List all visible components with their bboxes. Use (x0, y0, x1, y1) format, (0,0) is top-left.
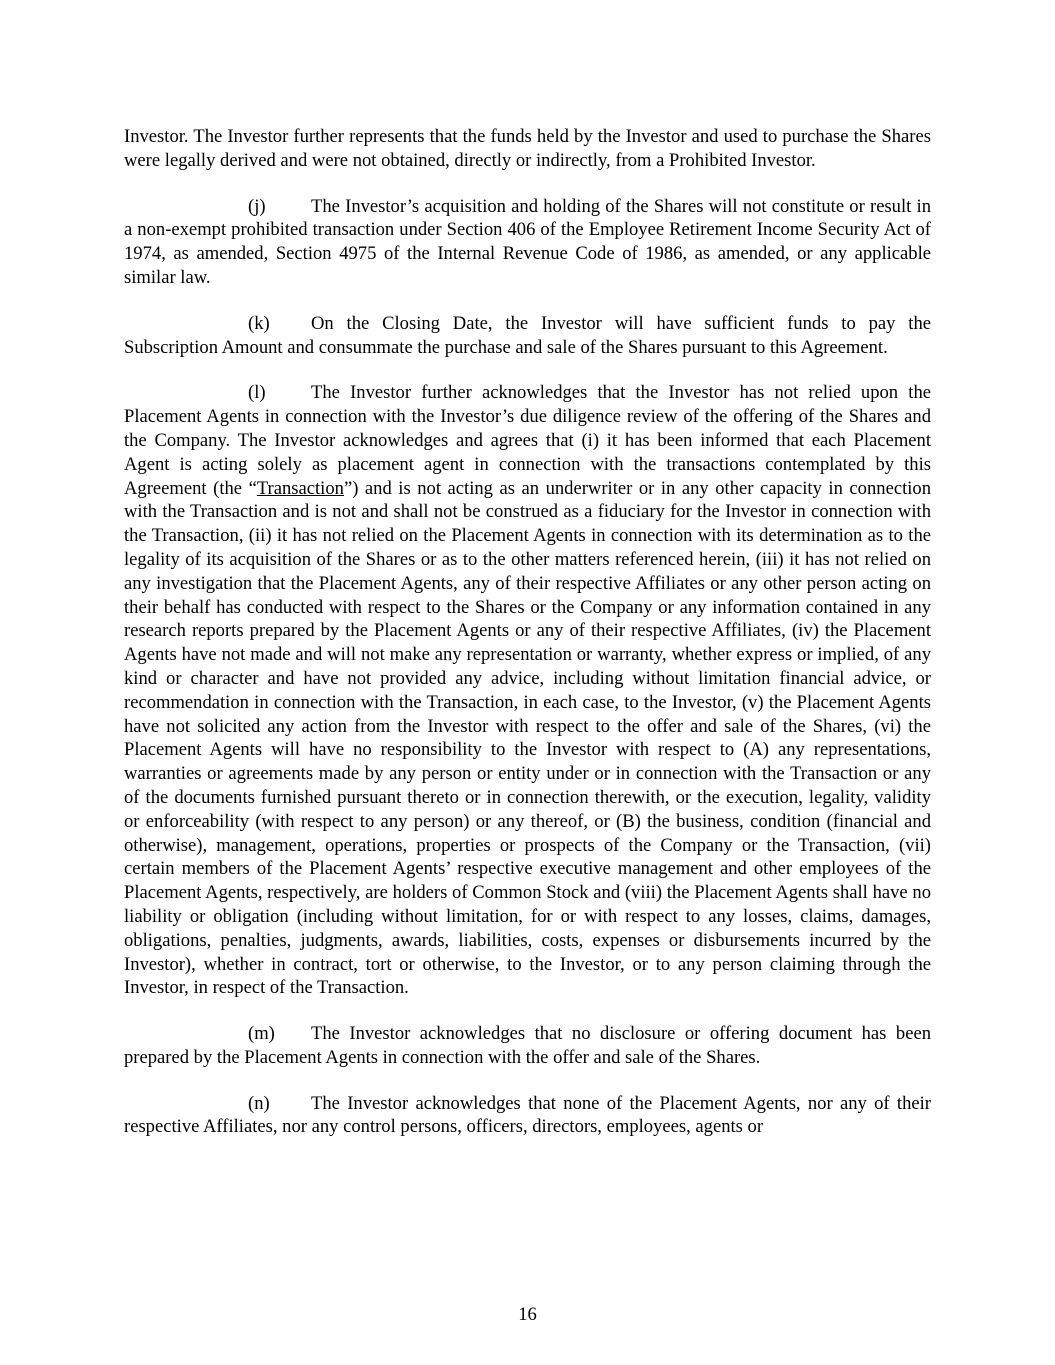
continuation-paragraph: Investor. The Investor further represents that the funds held by the Investor and used to purchase the Shares were legally derived and were not obtained, directly or indirectly, from a Prohibited Investor. (124, 126, 931, 171)
section-m (124, 1022, 931, 1070)
page-number: 16 (518, 1304, 537, 1325)
section-text: The Investor acknowledges that none of the Placement Agents, nor any of their respective Affiliates, nor any control persons, officers, directors, employees, agents or (124, 1092, 931, 1138)
section-label: (m) (248, 1023, 275, 1045)
section-text: The Investor’s acquisition and holding of the Shares will not constitute or result in a non-exempt prohibited transaction under Section 406 of the Employee Retirement Income Security Act of 1974, as amended, Section 4975 of the Internal Revenue Code of 1986, as amended, or any applicable similar law. (124, 195, 931, 288)
section-l (124, 381, 931, 1000)
section-text: The Investor acknowledges that no disclosure or offering document has been prepared by the Placement Agents in connection with the offer and sale of the Shares. (124, 1023, 931, 1068)
section-label: (j) (248, 195, 266, 217)
section-n (124, 1092, 931, 1140)
section-text-after: ”) and is not acting as an underwriter or in any other capacity in connection with the Transaction and is not and shall not be construed as a fiduciary for the Investor in connection with the Transaction, (ii) it has not relied on the Placement Agents in connection with its determination as to the legality of its acquisition of the Shares or as to the other matters referenced herein, (iii) it has not relied on any investigation that the Placement Agents, any of their respective Affiliates or any other person acting on their behalf has conducted with respect to the Shares or the Company or any information contained in any research reports prepared by the Placement Agents or any of their respective Affiliates, (iv) the Placement Agents have not made and will not make any representation or warranty, whether express or implied, of any kind or character and have not provided any advice, including without limitation financial advice, or recommendation in connection with the Transaction, in each case, to the Investor, (v) the Placement Agents have not solicited any action from the Investor with respect to the offer and sale of the Shares, (vi) the Placement Agents will have no responsibility to the Investor with respect to (A) any representations, warranties or agreements made by any person or entity under or in connection with the Transaction or any of the documents furnished pursuant thereto or in connection therewith, or the execution, legality, validity or enforceability (with respect to any person) or any thereof, or (B) the business, condition (financial and otherwise), management, operations, properties or prospects of the Company or the Transaction, (vii) certain members of the Placement Agents’ respective executive management and other employees of the Placement Agents, respectively, are holders of Common Stock and (viii) the Placement Agents shall have no liability or obligation (including without limitation, for or with respect to any losses, claims, damages, obligations, penalties, judgments, awards, liabilities, costs, expenses or disbursements incurred by the Investor), whether in contract, tort or otherwise, to the Investor, or to any person claiming through the Investor, in respect of the Transaction. (124, 477, 931, 999)
section-j (124, 195, 931, 290)
section-label: (n) (248, 1092, 270, 1114)
section-text-before: The Investor further acknowledges that the Investor has not relied upon the Placement Agents in connection with the Investor’s due diligence review of the offering of the Shares and the Company. The Investor acknowledges and agrees that (i) it has been informed that each Placement Agent is acting solely as placement agent in connection with the transactions contemplated by this Agreement (the “ (124, 382, 931, 499)
section-label: (k) (248, 312, 270, 334)
defined-term-transaction: Transaction (256, 477, 344, 499)
document-page (124, 125, 931, 1161)
section-text: On the Closing Date, the Investor will have sufficient funds to pay the Subscription Amount and consummate the purchase and sale of the Shares pursuant to this Agreement. (124, 312, 931, 358)
section-label: (l) (248, 382, 266, 404)
section-k (124, 312, 931, 360)
